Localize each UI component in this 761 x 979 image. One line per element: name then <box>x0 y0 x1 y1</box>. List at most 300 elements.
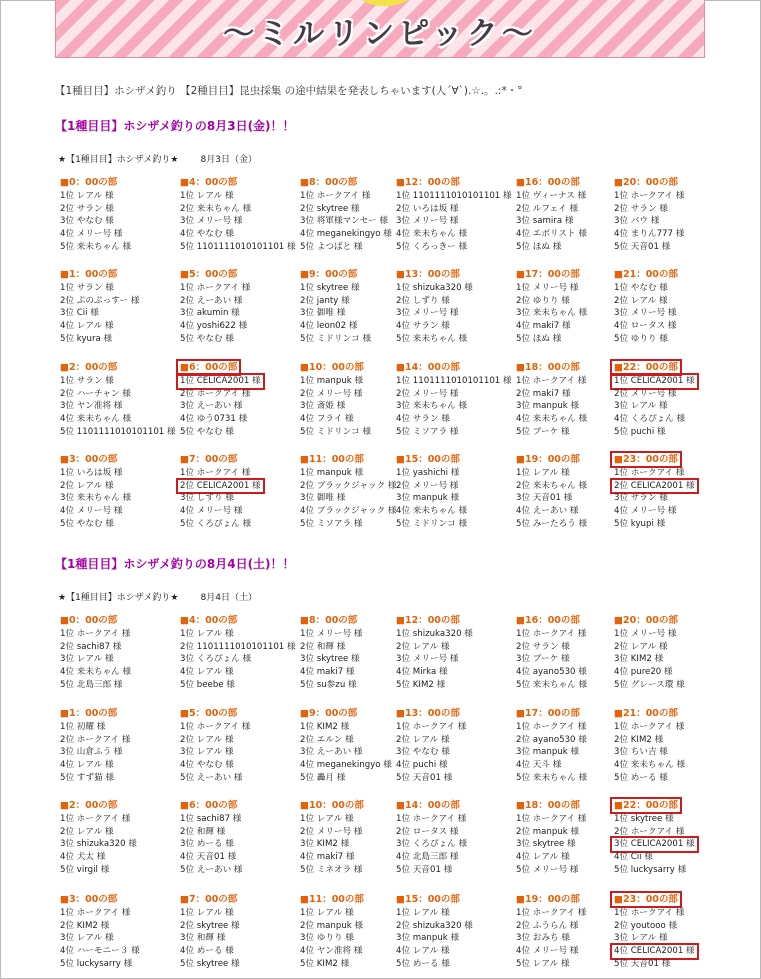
rank-entry: 1位 ホークアイ 様 <box>180 282 251 293</box>
rank-entry: 3位 来未ちゃん 様 <box>60 493 132 504</box>
time-slot-header: ■3：00の部 <box>60 894 118 905</box>
rank-entry: 1位 レアル 様 <box>180 628 234 639</box>
rank-entry: 4位 puchi 様 <box>396 760 448 771</box>
rank-entry: 1位 KIM2 様 <box>300 721 350 732</box>
rank-entry: 2位 レアル 様 <box>396 641 450 652</box>
rank-entry: 5位 luckysarry 様 <box>60 958 133 969</box>
time-slot-header: ■9：00の部 <box>300 708 358 719</box>
rank-entry: 3位 しずり 様 <box>180 493 234 504</box>
rank-entry: 2位 サラン 様 <box>60 203 114 214</box>
time-slot <box>394 707 522 785</box>
time-slot <box>394 799 522 877</box>
time-slot <box>612 268 740 346</box>
rank-entry: 4位 pure20 様 <box>614 667 673 678</box>
rank-entry: 1位 skytree 様 <box>300 282 360 293</box>
day-subheader-aug3 <box>58 152 257 165</box>
time-slot-header: ■15：00の部 <box>396 894 460 905</box>
rank-entry: 3位 メリー号 様 <box>396 216 459 227</box>
rank-entry: 1位 shizuka320 様 <box>396 628 473 639</box>
rank-entry: 3位 CELICA2001 様 <box>614 839 695 850</box>
time-slot-header: ■22：00の部 <box>614 800 678 811</box>
time-slot-header: ■17：00の部 <box>516 269 580 280</box>
time-slot <box>612 893 740 971</box>
rank-entry: 3位 レアル 様 <box>180 747 234 758</box>
rank-entry: 4位 来未ちゃん 様 <box>396 506 468 517</box>
rank-entry: 2位 ルフェイ 様 <box>516 203 579 214</box>
rank-entry: 4位 犬太 様 <box>60 852 106 863</box>
rank-entry: 5位 KIM2 様 <box>396 679 446 690</box>
rank-entry: 1位 レアル 様 <box>396 907 450 918</box>
rank-entry: 4位 来未ちゃん 様 <box>516 414 588 425</box>
time-slot <box>58 361 186 439</box>
rank-entry: 1位 メリー号 様 <box>614 628 677 639</box>
time-slot-header: ■14：00の部 <box>396 800 460 811</box>
rank-entry: 5位 ミドリンコ 様 <box>300 426 372 437</box>
rank-entry: 3位 レアル 様 <box>614 933 668 944</box>
rank-entry: 3位 来未ちゃん 様 <box>396 401 468 412</box>
rank-entry: 4位 yoshi622 様 <box>180 321 248 332</box>
rank-entry: 1位 ホークアイ 様 <box>614 721 685 732</box>
rank-entry: 2位 janty 様 <box>300 295 350 306</box>
time-slot <box>58 176 186 254</box>
rank-entry: 4位 レアル 様 <box>516 852 570 863</box>
time-slot <box>58 707 186 785</box>
rank-entry: 1位 ホークアイ 様 <box>516 907 587 918</box>
rank-entry: 4位 ayano530 様 <box>516 667 587 678</box>
banner-title: 〜ミルリンピック〜 <box>223 16 537 52</box>
rank-entry: 1位 初耀 様 <box>60 721 106 732</box>
rank-entry: 2位 ゆりり 様 <box>516 295 570 306</box>
rank-entry: 4位 くろぴょん 様 <box>614 414 686 425</box>
rank-entry: 5位 天音01 様 <box>614 241 671 252</box>
time-slot <box>58 614 186 692</box>
rank-entry: 4位 meganekingyo 様 <box>300 229 392 240</box>
rank-entry: 5位 くろぴょん 様 <box>180 518 252 529</box>
rank-entry: 2位 CELICA2001 様 <box>180 480 261 491</box>
rank-entry: 5位 ミドリンコ 様 <box>300 333 372 344</box>
rank-entry: 2位 レアル 様 <box>396 734 450 745</box>
rank-entry: 4位 エボリスト 様 <box>516 229 587 240</box>
rank-entry: 4位 CELICA2001 様 <box>614 946 695 957</box>
rank-entry: 2位 サラン 様 <box>614 203 668 214</box>
time-slot-header: ■7：00の部 <box>180 894 238 905</box>
rank-entry: 4位 やなむ 様 <box>180 760 234 771</box>
rank-entry: 4位 メリー号 様 <box>180 506 243 517</box>
rank-entry: 5位 kyupi 様 <box>614 518 666 529</box>
rank-entry: 2位 えーあい 様 <box>180 295 243 306</box>
rank-entry: 3位 天音01 様 <box>516 493 573 504</box>
day-title-aug4: 【1種目目】ホシザメ釣りの8月4日(土)！！ <box>55 557 295 571</box>
rank-entry: 4位 Cii 様 <box>614 852 653 863</box>
rank-entry: 2位 エルン 様 <box>300 734 354 745</box>
rank-entry: 5位 グレース環 様 <box>614 679 685 690</box>
rank-entry: 3位 和輝 様 <box>180 933 226 944</box>
rank-entry: 2位 1101111010101101 様 <box>180 641 296 652</box>
rank-entry: 3位 来未ちゃん 様 <box>516 308 588 319</box>
time-slot-header: ■4：00の部 <box>180 615 238 626</box>
rank-entry: 1位 レアル 様 <box>300 907 354 918</box>
rank-entry: 2位 manpuk 様 <box>300 920 364 931</box>
time-slot <box>178 268 306 346</box>
rank-entry: 1位 ホークアイ 様 <box>60 813 131 824</box>
rank-entry: 3位 えーあい 様 <box>180 401 243 412</box>
time-slot-header: ■21：00の部 <box>614 269 678 280</box>
rank-entry: 5位 めーる 様 <box>396 958 450 969</box>
rank-entry: 1位 レアル 様 <box>180 190 234 201</box>
rank-entry: 2位 レアル 様 <box>60 480 114 491</box>
rank-entry: 2位 maki7 様 <box>516 388 571 399</box>
rank-entry: 1位 ホークアイ 様 <box>516 813 587 824</box>
rank-entry: 4位 レアル 様 <box>180 667 234 678</box>
rank-entry: 3位 samira 様 <box>516 216 574 227</box>
rank-entry: 5位 来未ちゃん 様 <box>396 333 468 344</box>
time-slot-header: ■8：00の部 <box>300 177 358 188</box>
time-slot-header: ■23：00の部 <box>614 454 678 465</box>
rank-entry: 3位 将軍様マンセー 様 <box>300 216 388 227</box>
rank-entry: 4位 ゆう0731 様 <box>180 414 248 425</box>
rank-entry: 3位 akumin 様 <box>180 308 240 319</box>
rank-entry: 2位 レアル 様 <box>180 734 234 745</box>
rank-entry: 2位 shizuka320 様 <box>396 920 473 931</box>
rank-entry: 1位 ホークアイ 様 <box>396 813 467 824</box>
time-slot <box>58 268 186 346</box>
time-slot-header: ■0：00の部 <box>60 177 118 188</box>
rank-entry: 3位 メリー号 様 <box>396 308 459 319</box>
rank-entry: 4位 レアル 様 <box>60 760 114 771</box>
time-slot <box>178 453 306 531</box>
rank-entry: 3位 レアル 様 <box>60 654 114 665</box>
rank-entry: 5位 轟月 様 <box>300 772 346 783</box>
rank-entry: 2位 和輝 様 <box>180 826 226 837</box>
rank-entry: 1位 サラン 様 <box>60 282 114 293</box>
rank-entry: 4位 ヤン准将 様 <box>300 946 363 957</box>
rank-entry: 3位 斎姫 様 <box>300 401 346 412</box>
rank-entry: 1位 メリー号 様 <box>516 282 579 293</box>
time-slot <box>612 361 740 439</box>
rank-entry: 2位 ロータス 様 <box>396 826 459 837</box>
time-slot <box>178 707 306 785</box>
time-slot-header: ■19：00の部 <box>516 894 580 905</box>
rank-entry: 4位 サラン 様 <box>396 321 450 332</box>
time-slot-header: ■17：00の部 <box>516 708 580 719</box>
rank-entry: 2位 KIM2 様 <box>60 920 110 931</box>
rank-entry: 5位 やなむ 様 <box>180 426 234 437</box>
rank-entry: 3位 えーあい 様 <box>300 747 363 758</box>
time-slot <box>178 799 306 877</box>
time-slot-header: ■23：00の部 <box>614 894 678 905</box>
rank-entry: 4位 メリー号 様 <box>614 506 677 517</box>
rank-entry: 5位 来未ちゃん 様 <box>516 772 588 783</box>
rank-entry: 5位 1101111010101101 様 <box>180 241 296 252</box>
rank-entry: 1位 ホークアイ 様 <box>60 628 131 639</box>
time-slot-header: ■22：00の部 <box>614 362 678 373</box>
rank-entry: 1位 ホークアイ 様 <box>180 721 251 732</box>
rank-entry: 5位 puchi 様 <box>614 426 666 437</box>
rank-entry: 5位 ミネオラ 様 <box>300 864 363 875</box>
time-slot-header: ■1：00の部 <box>60 708 118 719</box>
rank-entry: 5位 beebe 様 <box>180 679 235 690</box>
rank-entry: 5位 KIM2 様 <box>300 958 350 969</box>
time-slot <box>178 893 306 971</box>
time-slot-header: ■3：00の部 <box>60 454 118 465</box>
time-slot-header: ■11：00の部 <box>300 894 364 905</box>
banner-decoration <box>356 0 414 6</box>
rank-entry: 1位 ホークアイ 様 <box>180 467 251 478</box>
rank-entry: 5位 virgil 様 <box>60 864 110 875</box>
day-subheader-aug4 <box>58 590 257 603</box>
rank-entry: 4位 来未ちゃん 様 <box>614 760 686 771</box>
rank-entry: 5位 めーる 様 <box>614 772 668 783</box>
rank-entry: 1位 CELICA2001 様 <box>180 375 261 386</box>
sub-label: ★【1種目目】ホシザメ釣り★ <box>58 155 179 165</box>
time-slot <box>178 176 306 254</box>
rank-entry: 2位 ふうらん 様 <box>516 920 579 931</box>
time-slot <box>612 707 740 785</box>
time-slot-header: ■5：00の部 <box>180 269 238 280</box>
rank-entry: 3位 KIM2 様 <box>300 839 350 850</box>
rank-entry: 2位 sachi87 様 <box>60 641 122 652</box>
rank-entry: 3位 manpuk 様 <box>396 933 460 944</box>
rank-entry: 1位 ホークアイ 様 <box>614 190 685 201</box>
rank-entry: 3位 レアル 様 <box>614 401 668 412</box>
rank-entry: 2位 来未ちゃん 様 <box>180 203 252 214</box>
rank-entry: 1位 レアル 様 <box>516 467 570 478</box>
rank-entry: 1位 ホークアイ 様 <box>300 190 371 201</box>
rank-entry: 2位 レアル 様 <box>614 295 668 306</box>
rank-entry: 3位 ブーケ 様 <box>516 654 570 665</box>
rank-entry: 4位 meganekingyo 様 <box>300 760 392 771</box>
rank-entry: 1位 manpuk 様 <box>300 467 364 478</box>
time-slot <box>58 453 186 531</box>
rank-entry: 5位 みーたろう 様 <box>516 518 588 529</box>
rank-entry: 4位 maki7 様 <box>300 852 355 863</box>
intro-text: 【1種目目】ホシザメ釣り 【2種目目】昆虫採集 の途中結果を発表しちゃいます(人´∀`).☆.。.:*・° <box>55 85 523 97</box>
time-slot-header: ■12：00の部 <box>396 177 460 188</box>
rank-entry: 2位 KIM2 様 <box>614 734 664 745</box>
rank-entry: 5位 えーあい 様 <box>180 772 243 783</box>
rank-entry: 2位 ブラックジャック 様 <box>300 480 397 491</box>
rank-entry: 2位 manpuk 様 <box>516 826 580 837</box>
time-slot <box>394 893 522 971</box>
rank-entry: 5位 天音01 様 <box>396 772 453 783</box>
rank-entry: 5位 すず猫 様 <box>60 772 114 783</box>
sub-label: ★【1種目目】ホシザメ釣り★ <box>58 593 179 603</box>
rank-entry: 2位 CELICA2001 様 <box>614 480 695 491</box>
rank-entry: 3位 くろぴょん 様 <box>396 839 468 850</box>
time-slot-header: ■12：00の部 <box>396 615 460 626</box>
rank-entry: 5位 えーあい 様 <box>180 864 243 875</box>
rank-entry: 5位 skytree 様 <box>180 958 240 969</box>
rank-entry: 3位 やなむ 様 <box>396 747 450 758</box>
rank-entry: 4位 えーあい 様 <box>516 506 579 517</box>
rank-entry: 3位 御唯 様 <box>300 493 346 504</box>
time-slot <box>394 614 522 692</box>
rank-entry: 5位 やなむ 様 <box>60 518 114 529</box>
rank-entry: 4位 フライ 様 <box>300 414 354 425</box>
time-slot <box>58 799 186 877</box>
rank-entry: 1位 1101111010101101 様 <box>396 190 512 201</box>
time-slot <box>394 361 522 439</box>
rank-entry: 3位 バウ 様 <box>614 216 660 227</box>
rank-entry: 1位 skytree 様 <box>614 813 674 824</box>
rank-entry: 1位 いろは坂 様 <box>60 467 123 478</box>
rank-entry: 5位 メリー号 様 <box>516 864 579 875</box>
rank-entry: 5位 luckysarry 様 <box>614 864 687 875</box>
rank-entry: 2位 skytree 様 <box>180 920 240 931</box>
rank-entry: 3位 サラン 様 <box>614 493 668 504</box>
rank-entry: 5位 ミソアラ 様 <box>396 426 459 437</box>
time-slot <box>178 614 306 692</box>
time-slot-header: ■5：00の部 <box>180 708 238 719</box>
rank-entry: 5位 来未ちゃん 様 <box>60 241 132 252</box>
time-slot-header: ■18：00の部 <box>516 362 580 373</box>
rank-entry: 2位 メリー号 様 <box>396 388 459 399</box>
rank-entry: 3位 skytree 様 <box>516 839 576 850</box>
rank-entry: 4位 来未ちゃん 様 <box>60 667 132 678</box>
time-slot-header: ■9：00の部 <box>300 269 358 280</box>
rank-entry: 3位 レアル 様 <box>60 933 114 944</box>
rank-entry: 1位 ホークアイ 様 <box>614 467 685 478</box>
rank-entry: 1位 ホークアイ 様 <box>516 628 587 639</box>
rank-entry: 3位 メリー号 様 <box>614 308 677 319</box>
rank-entry: 3位 やなむ 様 <box>60 216 114 227</box>
rank-entry: 4位 レアル 様 <box>60 321 114 332</box>
rank-entry: 1位 ホークアイ 様 <box>516 721 587 732</box>
rank-entry: 3位 manpuk 様 <box>516 747 580 758</box>
time-slot <box>394 268 522 346</box>
rank-entry: 4位 めーる 様 <box>180 946 234 957</box>
time-slot <box>394 176 522 254</box>
time-slot-header: ■19：00の部 <box>516 454 580 465</box>
rank-entry: 1位 レアル 様 <box>300 813 354 824</box>
event-banner <box>55 0 705 58</box>
time-slot-header: ■8：00の部 <box>300 615 358 626</box>
sub-date: 8月4日（土） <box>200 593 257 603</box>
rank-entry: 4位 maki7 様 <box>300 667 355 678</box>
time-slot <box>612 614 740 692</box>
rank-entry: 2位 ハーチャン 様 <box>60 388 131 399</box>
rank-entry: 2位 しずり 様 <box>396 295 450 306</box>
rank-entry: 4位 maki7 様 <box>516 321 571 332</box>
rank-entry: 4位 メリー号 様 <box>516 946 579 957</box>
rank-entry: 3位 ヤン准将 様 <box>60 401 123 412</box>
rank-entry: 3位 manpuk 様 <box>396 493 460 504</box>
time-slot <box>612 176 740 254</box>
rank-entry: 3位 ゆりり 様 <box>300 933 354 944</box>
rank-entry: 4位 ブラックジャック 様 <box>300 506 397 517</box>
rank-entry: 3位 KIM2 様 <box>614 654 664 665</box>
sub-date: 8月3日（金） <box>200 155 257 165</box>
rank-entry: 3位 skytree 様 <box>300 654 360 665</box>
rank-entry: 1位 ホークアイ 様 <box>60 907 131 918</box>
rank-entry: 5位 レアル 様 <box>516 958 570 969</box>
rank-entry: 4位 メリー号 様 <box>60 506 123 517</box>
rank-entry: 2位 ホークアイ 様 <box>180 388 251 399</box>
time-slot-header: ■4：00の部 <box>180 177 238 188</box>
rank-entry: 2位 メリー号 様 <box>300 388 363 399</box>
rank-entry: 1位 レアル 様 <box>180 907 234 918</box>
rank-entry: 5位 ミドリンコ 様 <box>396 518 468 529</box>
rank-entry: 2位 youtooo 様 <box>614 920 678 931</box>
rank-entry: 4位 メリー号 様 <box>60 229 123 240</box>
rank-entry: 1位 ホークアイ 様 <box>614 907 685 918</box>
rank-entry: 2位 メリー号 様 <box>614 388 677 399</box>
rank-entry: 3位 御唯 様 <box>300 308 346 319</box>
rank-entry: 2位 メリー号 様 <box>396 480 459 491</box>
time-slot-header: ■13：00の部 <box>396 708 460 719</box>
rank-entry: 2位 サラン 様 <box>516 641 570 652</box>
time-slot <box>58 893 186 971</box>
rank-entry: 4位 来未ちゃん 様 <box>396 229 468 240</box>
time-slot-header: ■2：00の部 <box>60 800 118 811</box>
rank-entry: 5位 ほぬ 様 <box>516 241 562 252</box>
time-slot-header: ■7：00の部 <box>180 454 238 465</box>
time-slot-header: ■16：00の部 <box>516 615 580 626</box>
rank-entry: 4位 ハーモニー３ 様 <box>60 946 140 957</box>
rank-entry: 4位 天斗 様 <box>516 760 562 771</box>
time-slot-header: ■21：00の部 <box>614 708 678 719</box>
rank-entry: 1位 ヴィーナス 様 <box>516 190 587 201</box>
rank-entry: 4位 leon02 様 <box>300 321 358 332</box>
rank-entry: 5位 来未ちゃん 様 <box>516 679 588 690</box>
rank-entry: 5位 よつばと 様 <box>300 241 363 252</box>
rank-entry: 3位 Cii 様 <box>60 308 99 319</box>
rank-entry: 4位 天音01 様 <box>180 852 237 863</box>
rank-entry: 5位 kyura 様 <box>60 333 113 344</box>
rank-entry: 5位 su参zu 様 <box>300 679 357 690</box>
rank-entry: 4位 サラン 様 <box>396 414 450 425</box>
rank-entry: 5位 天音01 様 <box>396 864 453 875</box>
time-slot-header: ■13：00の部 <box>396 269 460 280</box>
time-slot-header: ■11：00の部 <box>300 454 364 465</box>
time-slot-header: ■10：00の部 <box>300 362 364 373</box>
rank-entry: 5位 ゆりり 様 <box>614 333 668 344</box>
time-slot <box>612 453 740 531</box>
rank-entry: 2位 skytree 様 <box>300 203 360 214</box>
rank-entry: 4位 来未ちゃん 様 <box>60 414 132 425</box>
time-slot <box>612 799 740 877</box>
rank-entry: 2位 メリー号 様 <box>300 826 363 837</box>
rank-entry: 1位 sachi87 様 <box>180 813 242 824</box>
rank-entry: 1位 サラン 様 <box>60 375 114 386</box>
rank-entry: 2位 ayano530 様 <box>516 734 587 745</box>
rank-entry: 2位 ホークアイ 様 <box>60 734 131 745</box>
rank-entry: 1位 manpuk 様 <box>300 375 364 386</box>
rank-entry: 1位 やなむ 様 <box>614 282 668 293</box>
rank-entry: 3位 メリー号 様 <box>180 216 243 227</box>
rank-entry: 3位 めーる 様 <box>180 839 234 850</box>
rank-entry: 3位 メリー号 様 <box>396 654 459 665</box>
rank-entry: 5位 ブーケ 様 <box>516 426 570 437</box>
time-slot <box>394 453 522 531</box>
rank-entry: 1位 1101111010101101 様 <box>396 375 512 386</box>
time-slot-header: ■20：00の部 <box>614 177 678 188</box>
rank-entry: 5位 1101111010101101 様 <box>60 426 176 437</box>
time-slot-header: ■6：00の部 <box>180 800 238 811</box>
rank-entry: 3位 おみち 様 <box>516 933 570 944</box>
rank-entry: 1位 ホークアイ 様 <box>396 721 467 732</box>
rank-entry: 3位 山倉ふう 様 <box>60 747 123 758</box>
time-slot-header: ■1：00の部 <box>60 269 118 280</box>
rank-entry: 5位 ほぬ 様 <box>516 333 562 344</box>
time-slot-header: ■2：00の部 <box>60 362 118 373</box>
rank-entry: 5位 天音01 様 <box>614 958 671 969</box>
time-slot-header: ■15：00の部 <box>396 454 460 465</box>
rank-entry: 1位 メリー号 様 <box>300 628 363 639</box>
rank-entry: 2位 ぷのぷっすー 様 <box>60 295 140 306</box>
rank-entry: 2位 レアル 様 <box>60 826 114 837</box>
rank-entry: 1位 ホークアイ 様 <box>516 375 587 386</box>
